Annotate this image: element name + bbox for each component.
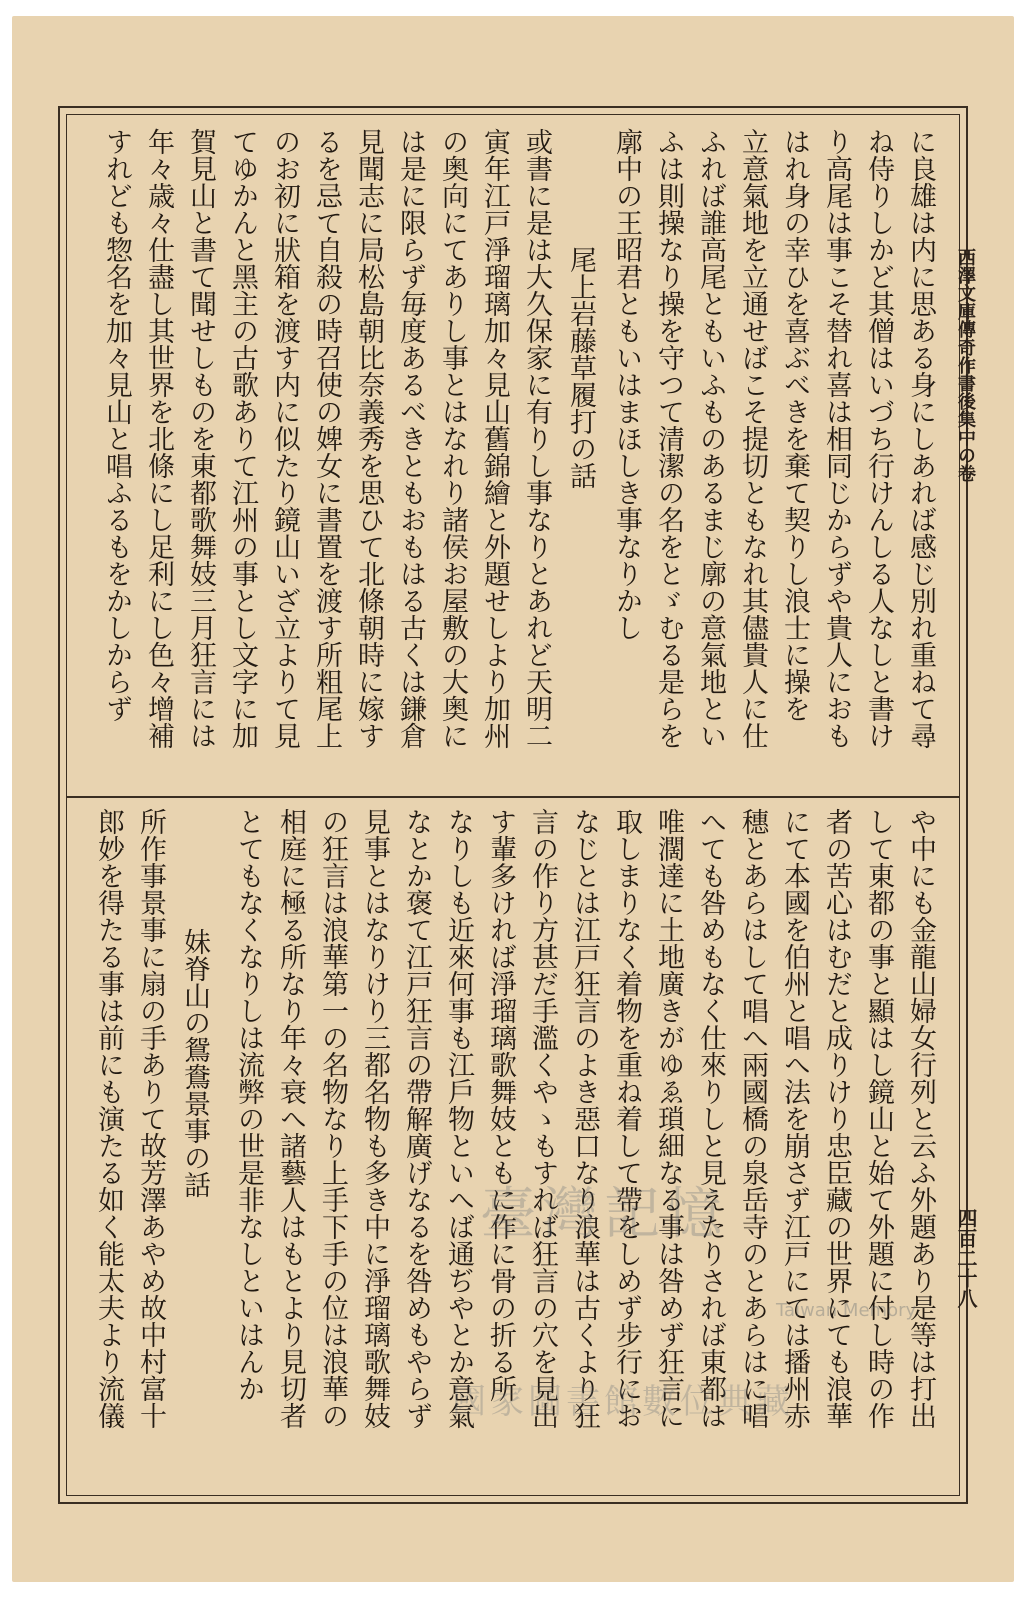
watermark-english: Taiwan Memory: [776, 1300, 917, 1321]
upper-line-2: ね侍りしかど其僧はいづち行けんしる人なしと書け: [863, 128, 894, 749]
upper-line-5: 立意氣地を立通せばこそ提切ともなれ其儘貴人に仕: [737, 128, 768, 749]
lower-line-17: とてもなくなりしは流弊の世是非なしといはんか: [233, 808, 264, 1402]
watermark-logo-text: 臺灣記憶: [480, 1182, 728, 1247]
upper-section-title: 尾上岩藤草履打の話: [565, 246, 596, 489]
upper-line-3: り高尾は事こそ替れ喜は相同じからずや貴人におも: [821, 128, 852, 749]
lower-line-4: にて本國を伯州と唱へ法を崩さず江戸にては播州赤: [779, 808, 810, 1429]
upper-line-13: 見聞志に局松島朝比奈義秀を思ひて北條朝時に嫁す: [353, 128, 384, 749]
lower-line-10: 言の作り方甚だ手濫くやゝもすれば狂言の穴を見出: [527, 808, 558, 1429]
lower-line-19: 郎妙を得たる事は前にも演たる如く能太夫より流儀: [93, 808, 124, 1429]
upper-line-16: てゆかんと黑主の古歌ありて江州の事とし文字に加: [227, 128, 258, 749]
upper-line-11: の奥向にてありし事とはなれり諸侯お屋敷の大奥に: [437, 128, 468, 749]
lower-line-3: 者の苦心はむだと成りけり忠臣藏の世界にても浪華: [821, 808, 852, 1429]
running-header: 西澤文庫傳奇作書後集中の卷: [955, 248, 976, 482]
lower-line-6: へても咎めもなく仕來りしと見えたりされば東都は: [695, 808, 726, 1429]
lower-line-5: 穗とあらはして唱へ兩國橋の泉岳寺のとあらはに唱: [737, 808, 768, 1429]
lower-line-15: の狂言は浪華第一の名物なり上手下手の位は浪華の: [317, 808, 348, 1429]
upper-line-18: 年々歳々仕盡し其世界を北條にし足利にし色々增補: [143, 128, 174, 749]
lower-line-7: 唯濶達に土地廣きがゆゑ瑣細なる事は咎めず狂言に: [653, 808, 684, 1429]
upper-line-8: 廓中の王昭君ともいはまほしき事なりかし: [611, 128, 642, 641]
lower-line-9: なじとは江戸狂言のよき惡口なり浪華は古くより狂: [569, 808, 600, 1429]
lower-line-14: 見事とはなりけり三都名物も多き中に淨瑠璃歌舞妓: [359, 808, 390, 1429]
section-divider: [66, 796, 960, 798]
upper-line-6: ふれば誰高尾ともいふものあるまじ廓の意氣地とい: [695, 128, 726, 749]
upper-line-19: すれども惣名を加々見山と唱ふるもをかしからず: [101, 128, 132, 722]
upper-line-4: はれ身の幸ひを喜ぶべきを棄て契りし浪士に操を: [779, 128, 810, 722]
upper-line-15: のお初に狀箱を渡す内に似たり鏡山いざ立よりて見: [269, 128, 300, 749]
upper-line-10: 寅年江戸淨瑠璃加々見山舊錦繪と外題せしより加州: [479, 128, 510, 749]
upper-line-17: 賀見山と書て聞せしものを東都歌舞妓三月狂言には: [185, 128, 216, 749]
lower-line-2: して東都の事と顯はし鏡山と始て外題に付し時の作: [863, 808, 894, 1429]
lower-line-1: や中にも金龍山婦女行列と云ふ外題あり是等は打出: [905, 808, 936, 1429]
upper-line-7: ふは則操なり操を守つて清潔の名をとゞむる是らを: [653, 128, 684, 749]
upper-line-1: に良雄は内に思ある身にしあれば感じ別れ重ねて尋: [905, 128, 936, 749]
upper-line-14: るを忌て自殺の時召使の婢女に書置を渡す所粗尾上: [311, 128, 342, 749]
lower-line-13: なとか褒て江戸狂言の帶解廣げなるを咎めもやらず: [401, 808, 432, 1429]
lower-line-18: 所作事景事に扇の手ありて故芳澤あやめ故中村富十: [135, 808, 166, 1429]
lower-section-title: 妹脊山の鴛鴦景事の話: [179, 928, 210, 1198]
page-number: 四百二十八: [954, 1208, 978, 1308]
lower-line-16: 相庭に極る所なり年々衰へ諸藝人はもとより見切者: [275, 808, 306, 1429]
lower-line-8: 取しまりなく着物を重ね着して帶をしめず步行にお: [611, 808, 642, 1429]
watermark-library-name: 國家圖書館數位典藏: [452, 1382, 794, 1422]
lower-line-12: なりしも近來何事も江戶物といへば通ぢやとか意氣: [443, 808, 474, 1429]
upper-line-12: は是に限らず毎度あるべきともおもはる古くは鎌倉: [395, 128, 426, 749]
lower-line-11: す輩多ければ淨瑠璃歌舞妓ともに作に骨の折る所: [485, 808, 516, 1402]
upper-line-9: 或書に是は大久保家に有りし事なりとあれど天明二: [521, 128, 552, 749]
